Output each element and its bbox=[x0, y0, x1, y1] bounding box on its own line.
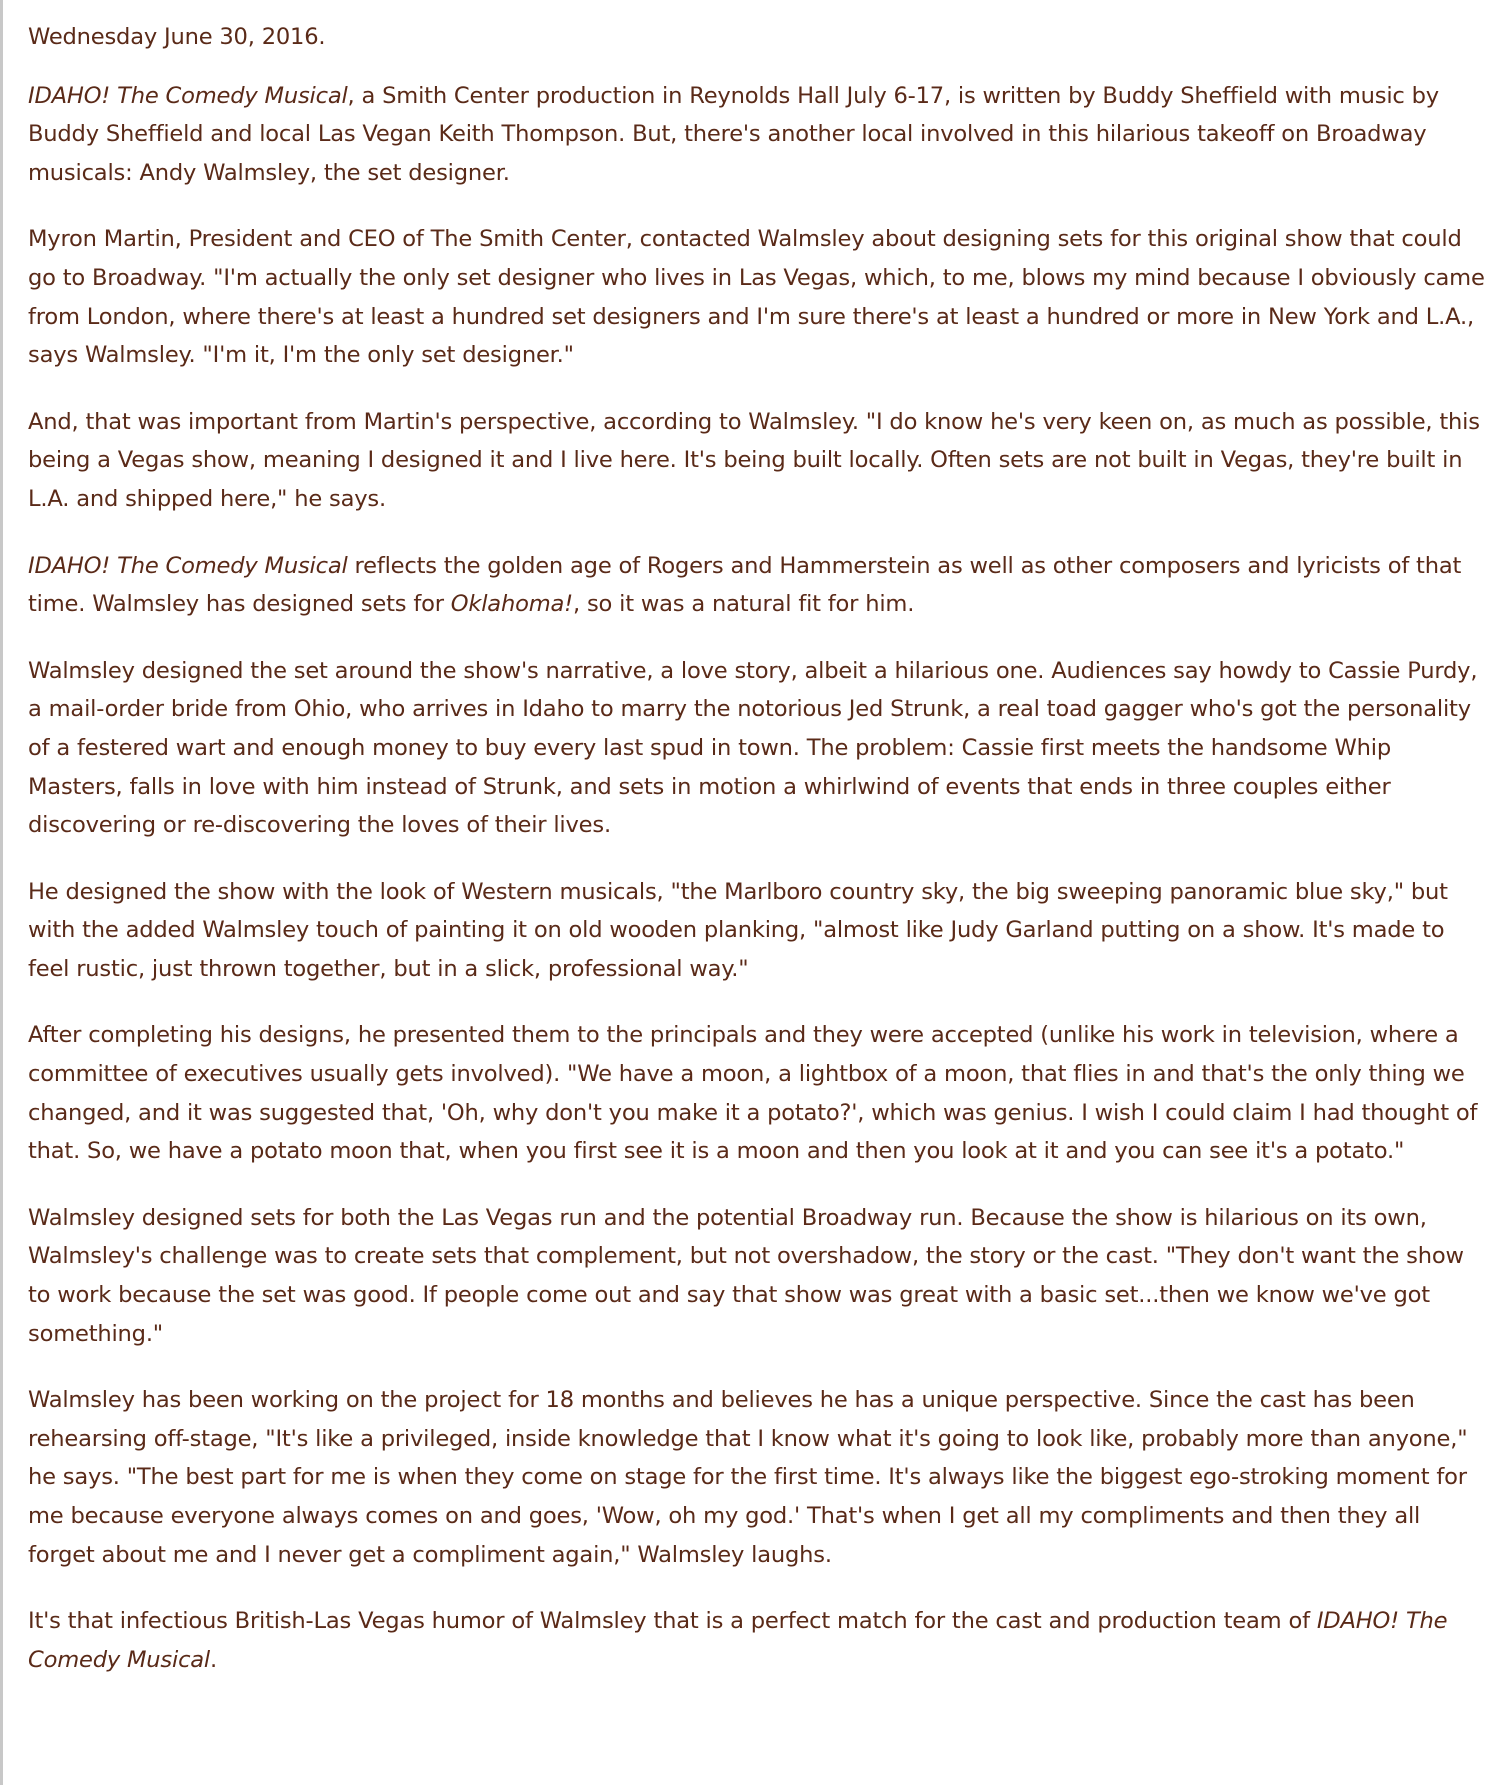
italic-title-text: IDAHO! The Comedy Musical bbox=[28, 82, 348, 109]
article-date: Wednesday June 30, 2016. bbox=[28, 24, 326, 50]
paragraph-text: And, that was important from Martin's perspective, according to Walmsley. "I do know he's very keen on, as much as possible, this being a Vegas show, meaning I designed it and I live here. It's being built locally. Often sets are not built in Vegas, they're built in L.A. and shipped here," he says. bbox=[28, 408, 1480, 512]
paragraph-text: Walmsley designed sets for both the Las Vegas run and the potential Broadway run. Because the show is hilarious on its own, Walmsley's challenge was to create sets that complement, but not overshadow, the story or the cast. "They don't want the show to work because the set was good. If people come out and say that show was great with a basic set...then we know we've got something." bbox=[28, 1204, 1464, 1347]
article-paragraph bbox=[28, 1602, 1488, 1679]
paragraph-text: reflects the golden age of Rogers and Hammerstein as well as other composers and lyricists of that time. Walmsley has designed sets for bbox=[28, 552, 1462, 618]
italic-title-text: Oklahoma! bbox=[450, 591, 574, 618]
paragraph-text: , so it was a natural fit for him. bbox=[573, 591, 915, 618]
article-paragraph bbox=[28, 547, 1488, 624]
article-paragraph bbox=[28, 1381, 1488, 1574]
paragraph-text: Walmsley has been working on the project for 18 months and believes he has a unique perspective. Since the cast has been rehearsing off-stage, "It's like a privileged, inside knowledge that I know what it's going to look like, probably more than anyone," he says. "The best part for me is when they come on stage for the first time. It's always like the biggest ego-stroking moment for me because everyone always comes on and goes, 'Wow, oh my god.' That's when I get all my compliments and then they all forget about me and I never get a compliment again," Walmsley laughs. bbox=[28, 1387, 1468, 1568]
article-paragraph bbox=[28, 1016, 1488, 1170]
article-paragraph bbox=[28, 873, 1488, 989]
article-paragraph bbox=[28, 403, 1488, 519]
article-paragraph bbox=[28, 220, 1488, 374]
paragraph-text: , a Smith Center production in Reynolds Hall July 6-17, is written by Buddy Sheffield with music by Buddy Sheffield and local Las Vegan Keith Thompson. But, there's another local involved in this hilarious takeoff on Broadway musicals: Andy Walmsley, the set designer. bbox=[28, 82, 1439, 186]
page-left-border bbox=[0, 0, 3, 1785]
article-paragraphs bbox=[28, 77, 1488, 1680]
paragraph-text: Walmsley designed the set around the show's narrative, a love story, albeit a hilarious one. Audiences say howdy to Cassie Purdy, a mail-order bride from Ohio, who arrives in Idaho to marry the notorious Jed Strunk, a real toad gagger who's got the personality of a festered wart and enough money to buy every last spud in town. The problem: Cassie first meets the handsome Whip Masters, falls in love with him instead of Strunk, and sets in motion a whirlwind of events that ends in three couples either discovering or re-discovering the loves of their lives. bbox=[28, 657, 1478, 839]
paragraph-text: It's that infectious British-Las Vegas humor of Walmsley that is a perfect match for the cast and production team of bbox=[28, 1608, 1317, 1635]
italic-title-text: IDAHO! The Comedy Musical bbox=[28, 1608, 1448, 1673]
article-body bbox=[28, 18, 1488, 1679]
article-paragraph bbox=[28, 652, 1488, 845]
paragraph-text: After completing his designs, he presented them to the principals and they were accepted (unlike his work in television, where a committee of executives usually gets involved). "We have a moon, a lightbox of a moon, that flies in and that's the only thing we changed, and it was suggested that, 'Oh, why don't you make it a potato?', which was genius. I wish I could claim I had thought of that. So, we have a potato moon that, when you first see it is a moon and then you look at it and you can see it's a potato." bbox=[28, 1022, 1478, 1165]
paragraph-text: He designed the show with the look of Western musicals, "the Marlboro country sky, the big sweeping panoramic blue sky," but with the added Walmsley touch of painting it on old wooden planking, "almost like Judy Garland putting on a show. It's made to feel rustic, just thrown together, but in a slick, professional way." bbox=[28, 878, 1448, 982]
paragraph-text: Myron Martin, President and CEO of The Smith Center, contacted Walmsley about designing sets for this original show that could go to Broadway. "I'm actually the only set designer who lives in Las Vegas, which, to me, blows my mind because I obviously came from London, where there's at least a hundred set designers and I'm sure there's at least a hundred or more in New York and L.A., says Walmsley. "I'm it, I'm the only set designer." bbox=[28, 226, 1485, 369]
article-paragraph bbox=[28, 1199, 1488, 1353]
italic-title-text: IDAHO! The Comedy Musical bbox=[28, 552, 348, 579]
paragraph-text: . bbox=[210, 1646, 217, 1673]
article-paragraph bbox=[28, 77, 1488, 193]
